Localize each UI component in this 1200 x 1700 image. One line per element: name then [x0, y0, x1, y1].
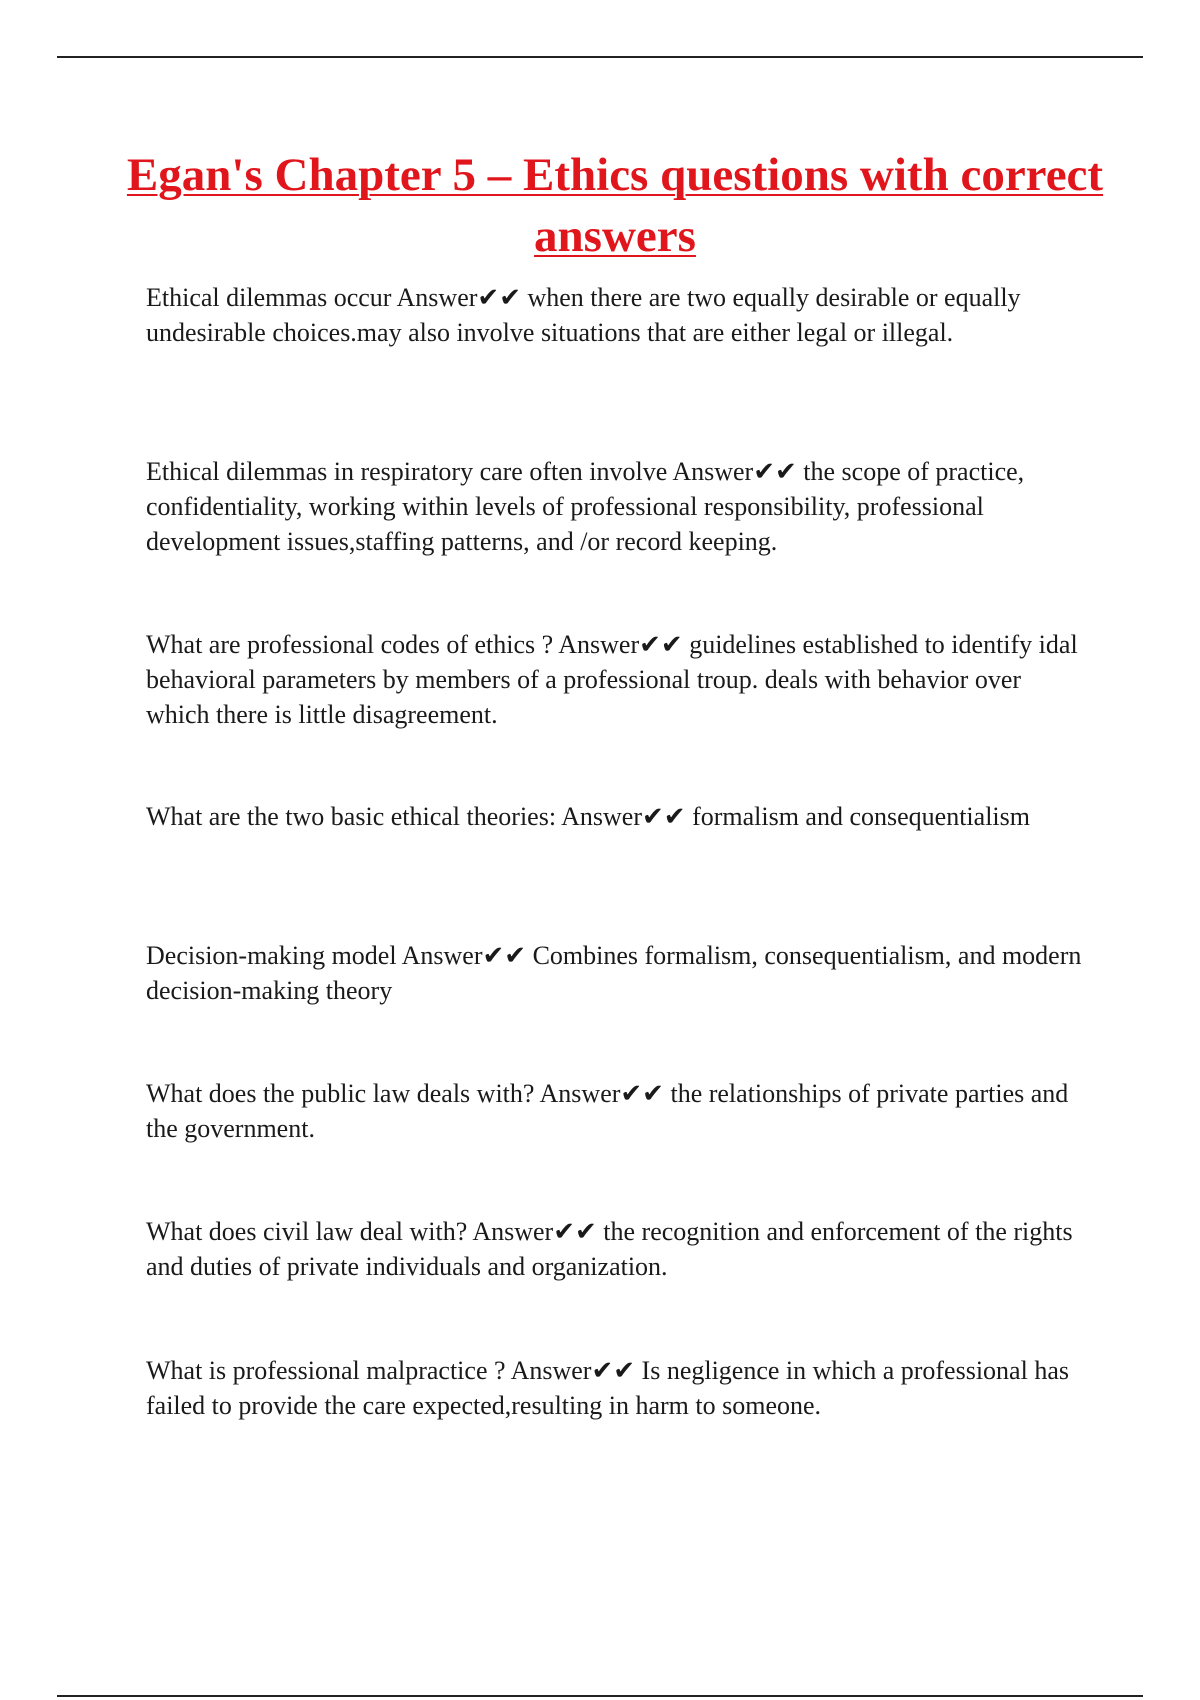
qa-item-4	[146, 799, 1091, 834]
answer-marker: Answer✔✔	[505, 1356, 642, 1385]
answer-marker: Answer✔✔	[667, 457, 804, 486]
question-text: Decision-making model	[146, 941, 397, 970]
question-text: What is professional malpractice ?	[146, 1356, 506, 1385]
question-text: Ethical dilemmas in respiratory care often involve	[146, 457, 668, 486]
answer-marker: Answer✔✔	[553, 630, 690, 659]
answer-text: when there are two equally desirable or equally undesirable choices.may also involve situations that are either legal or illegal.	[146, 283, 1021, 347]
question-text: What does civil law deal with?	[146, 1217, 468, 1246]
answer-text: formalism and consequentialism	[692, 802, 1030, 831]
answer-text: guidelines established to identify idal behavioral parameters by members of a professional troup. deals with behavior over which there is little disagreement.	[146, 630, 1078, 729]
answer-marker: Answer✔✔	[556, 802, 693, 831]
qa-item-2	[146, 454, 1091, 559]
answer-text: the scope of practice, confidentiality, working within levels of professional responsibility, professional development issues,staffing patterns, and /or record keeping.	[146, 457, 1025, 556]
answer-marker: Answer✔✔	[396, 941, 533, 970]
answer-text: the recognition and enforcement of the rights and duties of private individuals and organization.	[146, 1217, 1073, 1281]
question-text: What does the public law deals with?	[146, 1079, 535, 1108]
answer-marker: Answer✔✔	[391, 283, 528, 312]
question-text: What are the two basic ethical theories:	[146, 802, 557, 831]
answer-marker: Answer✔✔	[467, 1217, 604, 1246]
top-rule	[57, 56, 1143, 58]
qa-item-7	[146, 1214, 1091, 1284]
qa-item-6	[146, 1076, 1091, 1146]
qa-item-8	[146, 1353, 1091, 1423]
question-text: What are professional codes of ethics ?	[146, 630, 554, 659]
answer-text: the relationships of private parties and the government.	[146, 1079, 1069, 1143]
qa-item-1	[146, 280, 1091, 350]
qa-item-5	[146, 938, 1091, 1008]
question-text: Ethical dilemmas occur	[146, 283, 392, 312]
answer-text: Is negligence in which a professional has failed to provide the care expected,resulting in harm to someone.	[146, 1356, 1069, 1420]
answer-text: Combines formalism, consequentialism, and modern decision-making theory	[146, 941, 1082, 1005]
answer-marker: Answer✔✔	[534, 1079, 671, 1108]
qa-item-3	[146, 627, 1091, 732]
document-title: Egan's Chapter 5 – Ethics questions with correct answers	[126, 149, 1104, 262]
bottom-rule	[57, 1695, 1143, 1697]
